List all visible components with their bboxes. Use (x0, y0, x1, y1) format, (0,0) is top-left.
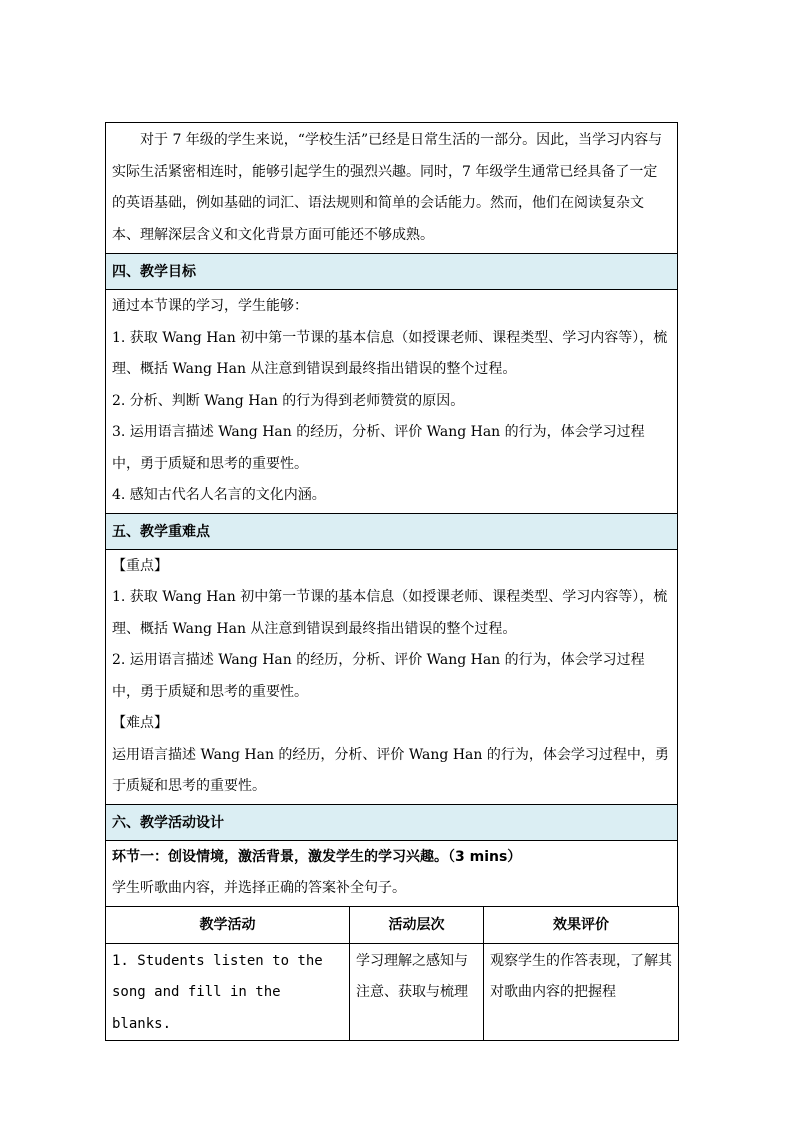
intro-text: 对于 7 年级的学生来说，“学校生活”已经是日常生活的一部分。因此，当学习内容与实际生活紧密相连时，能够引起学生的强烈兴趣。同时，7 年级学生通常已经具备了一定的英语基础，例如基础的词汇、语法规则和简单的会话能力。然而，他们在阅读复杂文本、理解深层含义和文化背景方面可能还不够成熟。 (112, 132, 663, 243)
difficult-label: 【难点】 (112, 715, 168, 731)
section-heading-goals: 四、教学目标 (105, 254, 678, 290)
section-heading-keypoints: 五、教学重难点 (105, 514, 678, 550)
goal-item: 3. 运用语言描述 Wang Han 的经历，分析、评价 Wang Han 的行为，体会学习过程中，勇于质疑和思考的重要性。 (112, 424, 645, 472)
key-label: 【重点】 (112, 557, 168, 574)
level-cell: 学习理解之感知与注意、获取与梳理 (350, 943, 484, 1041)
activity-table (105, 906, 679, 1042)
key-item: 2. 运用语言描述 Wang Han 的经历，分析、评价 Wang Han 的行为，体会学习过程中，勇于质疑和思考的重要性。 (112, 652, 645, 700)
activities-intro (105, 841, 678, 907)
column-header: 活动层次 (350, 906, 484, 943)
evaluation-cell: 观察学生的作答表现，了解其对歌曲内容的把握程 (484, 943, 679, 1041)
goals-lead: 通过本节课的学习，学生能够： (112, 298, 308, 314)
goals-body (105, 290, 678, 514)
column-header: 效果评价 (484, 906, 679, 943)
step-title: 环节一：创设情境，激活背景，激发学生的学习兴趣。（3 mins） (112, 848, 522, 865)
step-desc: 学生听歌曲内容，并选择正确的答案补全句子。 (112, 880, 406, 896)
activity-table-header (106, 906, 679, 943)
key-item: 1. 获取 Wang Han 初中第一节课的基本信息（如授课老师、课程类型、学习内容等），梳理、概括 Wang Han 从注意到错误到最终指出错误的整个过程。 (112, 589, 668, 637)
intro-paragraph (105, 122, 678, 254)
goal-item: 4. 感知古代名人名言的文化内涵。 (112, 487, 326, 503)
goal-item: 2. 分析、判断 Wang Han 的行为得到老师赞赏的原因。 (112, 392, 465, 409)
column-header: 教学活动 (106, 906, 350, 943)
lesson-plan-table (105, 122, 678, 1041)
activity-cell: 1. Students listen to the song and fill in the blanks. (106, 943, 350, 1041)
table-row (106, 943, 679, 1041)
section-heading-activities: 六、教学活动设计 (105, 805, 678, 841)
keypoints-body (105, 550, 678, 805)
difficult-text: 运用语言描述 Wang Han 的经历，分析、评价 Wang Han 的行为，体会学习过程中，勇于质疑和思考的重要性。 (112, 746, 669, 794)
goal-item: 1. 获取 Wang Han 初中第一节课的基本信息（如授课老师、课程类型、学习内容等），梳理、概括 Wang Han 从注意到错误到最终指出错误的整个过程。 (112, 329, 668, 377)
